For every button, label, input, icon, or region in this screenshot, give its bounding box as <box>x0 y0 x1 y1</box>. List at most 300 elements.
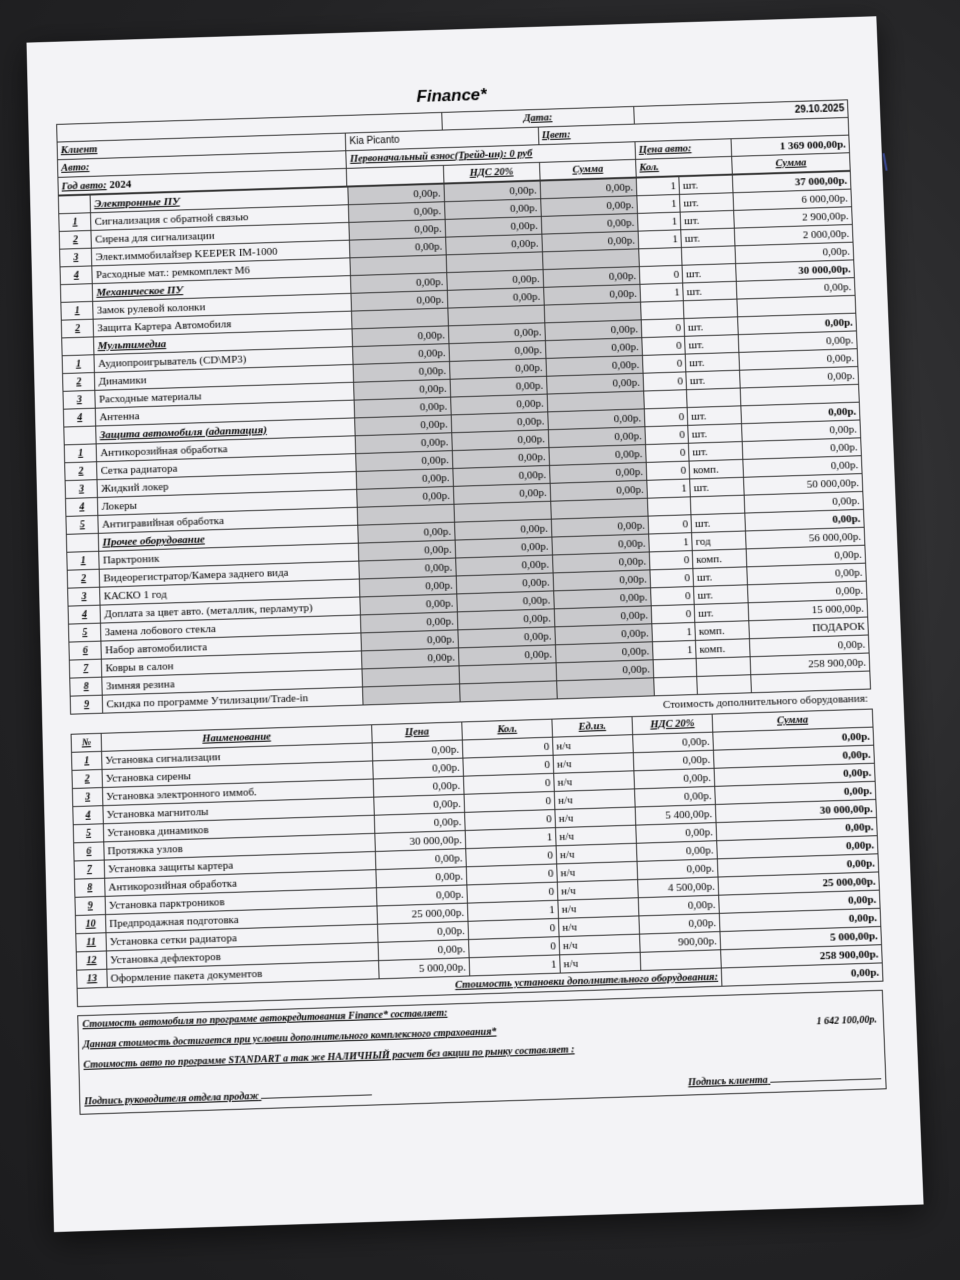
row-number: 6 <box>69 641 102 660</box>
row-vat: 0,00р. <box>455 537 553 558</box>
row-sum: 0,00р. <box>556 660 654 681</box>
row-name: Замок рулевой колонки <box>93 293 351 319</box>
row-vat: 0,00р. <box>633 732 714 753</box>
section-price: 0,00р. <box>350 273 447 294</box>
section-unit: шт. <box>679 175 733 194</box>
row-price: 0,00р. <box>359 594 457 615</box>
row-unit: н/ч <box>558 898 639 919</box>
row-price: 5 000,00р. <box>379 958 470 979</box>
row-unit: н/ч <box>554 771 635 792</box>
row-price: 0,00р. <box>358 540 456 561</box>
section-unit: шт. <box>691 513 746 533</box>
install-col-qty: Кол. <box>462 719 553 740</box>
row-total: 2 900,00р. <box>734 207 852 228</box>
footer-insurance-text: Данная стоимость достигается при условии дополнительного комплексного страхования* <box>82 1026 497 1051</box>
row-unit: н/ч <box>555 807 636 828</box>
row-number: 1 <box>59 213 92 232</box>
row-name: Расходные мат.: ремкомплект М6 <box>92 258 350 284</box>
row-total: 25 000,00р. <box>718 872 879 895</box>
row-sum: 0,00р. <box>552 534 650 555</box>
row-vat: 0,00р. <box>449 341 546 362</box>
install-col-sum: Сумма <box>712 709 873 732</box>
cell <box>66 533 99 552</box>
section-total: 37 000,00р. <box>733 171 851 192</box>
cell <box>58 195 91 214</box>
row-sum: 0,00р. <box>549 445 646 466</box>
row-vat: 0,00р. <box>444 199 541 220</box>
row-total: 30 000,00р. <box>715 799 876 822</box>
row-qty: 0 <box>643 372 687 391</box>
manager-signature-line <box>261 1094 372 1099</box>
row-name: Установка сигнализации <box>102 743 373 770</box>
row-number: 5 <box>68 623 101 642</box>
row-name: Установка сетки радиатора <box>106 924 378 951</box>
document-sheet <box>27 16 924 1232</box>
row-qty: 0 <box>468 918 559 939</box>
row-unit: шт. <box>694 603 749 623</box>
date-value: 29.10.2025 <box>634 100 848 124</box>
row-price: 0,00р. <box>373 758 464 779</box>
section-qty: 1 <box>636 177 679 196</box>
row-number: 13 <box>77 969 108 988</box>
row-qty: 0 <box>462 737 553 758</box>
row-vat: 0,00р. <box>453 465 550 486</box>
row-number: 2 <box>67 569 100 588</box>
row-qty: 1 <box>640 283 684 302</box>
row-number: 4 <box>60 266 93 285</box>
row-total: 0,00р. <box>735 242 854 263</box>
installation-table <box>71 709 884 1008</box>
price-label: Цена авто: <box>635 139 732 160</box>
row-qty: 0 <box>465 810 556 831</box>
row-qty: 0 <box>466 864 557 885</box>
row-number: 1 <box>72 751 103 770</box>
row-unit: комп. <box>695 621 750 641</box>
row-total: 15 000,00р. <box>748 599 867 621</box>
row-total: 0,00р. <box>747 563 866 585</box>
cell <box>62 337 95 356</box>
client-signature-line <box>770 1078 881 1083</box>
row-unit: н/ч <box>553 735 634 756</box>
row-total: 0,00р. <box>750 635 869 657</box>
row-price: 0,00р. <box>353 361 450 382</box>
row-total: 6 000,00р. <box>733 189 851 210</box>
row-name: Антигравийная обработка <box>98 507 357 533</box>
row-price: 0,00р. <box>356 468 453 489</box>
row-unit: шт. <box>686 370 740 389</box>
down-payment: Первоначальный взнос(Трейд-ин): 0 руб <box>346 142 635 169</box>
row-name: Установка защиты картера <box>104 851 376 878</box>
col-sum: Сумма <box>539 159 636 180</box>
row-total: 0,00р. <box>744 491 863 513</box>
col-total: Сумма <box>732 153 850 174</box>
row-unit: комп. <box>692 549 747 569</box>
row-unit <box>684 299 738 318</box>
section-price: 0,00р. <box>347 184 444 205</box>
row-total: 0,00р. <box>739 349 858 370</box>
row-number: 2 <box>59 230 92 249</box>
row-sum: 0,00р. <box>550 480 647 501</box>
row-number: 5 <box>66 515 99 534</box>
row-unit: н/ч <box>554 789 635 810</box>
row-qty: 1 <box>638 230 681 249</box>
row-price: 0,00р. <box>374 794 465 815</box>
cell <box>64 426 97 445</box>
row-number: 3 <box>68 587 101 606</box>
row-name: Оформление пакета документов <box>107 961 379 988</box>
row-vat: 0,00р. <box>634 768 715 789</box>
section-unit: шт. <box>684 317 738 336</box>
row-unit: шт. <box>681 228 735 247</box>
row-number: 2 <box>72 769 103 788</box>
row-price: 0,00р. <box>378 940 469 961</box>
row-vat: 0,00р. <box>635 786 716 807</box>
row-unit: н/ч <box>557 880 638 901</box>
row-qty: 0 <box>646 461 690 480</box>
row-price: 0,00р. <box>348 219 445 240</box>
row-total: 0,00р. <box>719 908 881 931</box>
row-unit: н/ч <box>558 916 639 937</box>
pen-mark <box>883 153 888 171</box>
row-price: 0,00р. <box>349 237 446 258</box>
row-name: Жидкий локер <box>97 472 356 498</box>
row-total: 0,00р. <box>719 890 880 913</box>
row-name: Замена лобового стекла <box>101 615 361 641</box>
row-unit: шт. <box>680 210 734 229</box>
row-total: ПОДАРОК <box>749 617 868 639</box>
row-price: 0,00р. <box>354 397 451 418</box>
row-name: Скидка по программе Утилизации/Trade-in <box>103 687 363 713</box>
row-qty: 1 <box>649 533 693 552</box>
row-vat: 0,00р. <box>455 555 553 576</box>
row-vat: 0,00р. <box>458 645 556 666</box>
date-label: Дата: <box>441 106 634 130</box>
row-total: 0,00р. <box>713 727 874 750</box>
row-qty <box>639 248 682 267</box>
row-name: Сирена для сигнализации <box>91 222 349 248</box>
row-vat: 0,00р. <box>457 609 555 630</box>
row-total: 0,00р. <box>717 836 878 859</box>
section-unit: шт. <box>682 264 736 283</box>
section-sum: 0,00р. <box>543 267 640 288</box>
row-sum: 0,00р. <box>546 373 643 394</box>
section-sum: 0,00р. <box>551 516 649 537</box>
row-unit: шт. <box>683 281 737 300</box>
row-price: 0,00р. <box>361 648 459 669</box>
section-sum: 0,00р. <box>548 409 645 430</box>
row-number: 12 <box>76 951 107 970</box>
row-number: 3 <box>72 788 103 807</box>
row-qty: 1 <box>652 640 696 659</box>
row-qty: 0 <box>646 443 690 462</box>
section-qty: 0 <box>644 408 688 427</box>
footer-line-standart: Стоимость авто по программе STANDART а так же НАЛИЧНЫЙ расчет без акции по рынку составляет : <box>83 1044 575 1071</box>
section-price: 0,00р. <box>357 522 455 543</box>
row-total: 5 000,00р. <box>720 926 882 949</box>
section-title: Электронные ПУ <box>90 187 347 213</box>
row-price: 0,00р. <box>372 740 463 761</box>
row-number: 9 <box>75 896 106 915</box>
row-qty: 0 <box>645 425 689 444</box>
row-number: 8 <box>70 677 103 696</box>
section-price: 0,00р. <box>352 326 449 347</box>
row-total: 2 000,00р. <box>735 224 854 245</box>
row-name: Ковры в салон <box>102 651 362 677</box>
row-qty <box>653 658 697 677</box>
row-number: 4 <box>65 498 98 517</box>
row-qty: 0 <box>642 336 686 355</box>
row-number: 4 <box>68 605 101 624</box>
row-sum: 0,00р. <box>549 462 646 483</box>
row-name: Набор автомобилиста <box>101 633 361 659</box>
section-sum: 0,00р. <box>540 178 637 199</box>
row-qty: 0 <box>651 586 695 605</box>
equipment-table <box>58 171 872 732</box>
row-qty: 1 <box>467 900 558 921</box>
row-name: Сигнализация с обратной связью <box>91 205 349 231</box>
row-price: 0,00р. <box>355 451 452 472</box>
row-vat: 0,00р. <box>636 823 717 844</box>
row-number: 4 <box>73 806 104 825</box>
row-qty <box>654 676 698 695</box>
row-qty: 0 <box>463 755 554 776</box>
row-vat: 0,00р. <box>638 895 719 916</box>
row-unit: н/ч <box>560 952 641 973</box>
row-unit: шт. <box>685 335 739 354</box>
row-name: Установка магнитолы <box>103 797 374 824</box>
row-total: 0,00р. <box>714 763 875 786</box>
row-vat: 0,00р. <box>453 483 550 504</box>
row-number: 8 <box>75 878 106 897</box>
row-qty: 1 <box>465 828 556 849</box>
row-price: 0,00р. <box>378 921 469 942</box>
row-name: Антенна <box>96 400 354 426</box>
equipment-total-label: Стоимость дополнительного оборудования: <box>662 692 869 711</box>
row-price: 0,00р. <box>352 344 449 365</box>
row-name: Антикорозийная обработка <box>97 436 356 462</box>
row-total: 258 900,00р. <box>750 653 870 675</box>
price-value: 1 369 000,00р. <box>731 135 849 156</box>
row-price: 0,00р. <box>375 849 466 870</box>
year-value: 2024 <box>109 178 132 191</box>
row-sum: 0,00р. <box>541 196 638 217</box>
row-name: Антикорозийная обработка <box>105 870 377 897</box>
row-qty: 0 <box>464 791 555 812</box>
row-unit: шт. <box>689 442 743 462</box>
row-name: Установка парктроников <box>105 888 377 915</box>
row-vat: 0,00р. <box>456 591 554 612</box>
section-title: Прочее оборудование <box>99 525 358 551</box>
row-unit <box>696 657 751 677</box>
row-name: Установка электронного иммоб. <box>102 779 373 806</box>
install-col-unit: Ед.из. <box>552 717 633 738</box>
row-price: 0,00р. <box>376 885 467 906</box>
row-number: 6 <box>74 842 105 861</box>
document-body <box>56 74 887 1115</box>
section-qty: 0 <box>639 265 683 284</box>
row-vat: 0,00р. <box>449 358 546 379</box>
section-vat: 0,00р. <box>454 519 552 540</box>
row-name: Элект.иммобилайзер KEEPER IM-1000 <box>92 240 350 266</box>
row-number: 1 <box>62 355 95 374</box>
row-price: 0,00р. <box>374 812 465 833</box>
row-name: Расходные материалы <box>95 382 353 408</box>
install-col-name: Наименование <box>101 725 372 752</box>
row-unit: н/ч <box>557 861 638 882</box>
row-qty <box>647 497 691 516</box>
row-total: 0,00р. <box>742 420 861 442</box>
row-name: Защита Картера Автомобиля <box>93 311 351 337</box>
row-number: 5 <box>73 824 104 843</box>
section-price: 0,00р. <box>354 415 451 436</box>
section-vat: 0,00р. <box>451 412 548 433</box>
row-vat: 900,00р. <box>640 932 721 953</box>
row-vat: 0,00р. <box>450 376 547 397</box>
row-unit: н/ч <box>559 934 640 955</box>
row-price: 30 000,00р. <box>375 831 466 852</box>
row-name: Зимняя резина <box>102 669 362 695</box>
row-sum: 0,00р. <box>542 231 639 252</box>
row-number: 7 <box>69 659 102 678</box>
row-number: 7 <box>74 860 105 879</box>
row-total: 0,00р. <box>716 818 877 841</box>
row-qty: 0 <box>642 354 686 373</box>
row-vat: 0,00р. <box>637 859 718 880</box>
row-vat: 0,00р. <box>633 750 714 771</box>
row-vat: 0,00р. <box>458 627 556 648</box>
row-unit: шт. <box>685 352 739 371</box>
row-name: Установка динамиков <box>103 815 374 842</box>
row-total: 0,00р. <box>717 854 878 877</box>
row-sum: 0,00р. <box>553 570 651 591</box>
row-total: 0,00р. <box>738 331 857 352</box>
row-number: 2 <box>61 319 94 338</box>
row-unit: шт. <box>694 585 749 605</box>
row-sum: 0,00р. <box>546 355 643 376</box>
row-name: Установка дефлекторов <box>106 942 378 969</box>
row-sum: 0,00р. <box>541 213 638 234</box>
client-signature-label: Подпись клиента <box>687 1074 768 1089</box>
row-total: 0,00р. <box>742 438 861 460</box>
row-qty: 1 <box>647 479 691 498</box>
col-qty: Кол. <box>636 156 733 177</box>
year-label: Год авто: <box>61 179 107 193</box>
row-qty: 1 <box>637 194 680 213</box>
row-vat: 0,00р. <box>451 430 548 451</box>
row-unit <box>687 388 741 408</box>
row-name: Доплата за цвет авто. (металлик, перламутр) <box>100 597 359 623</box>
color-label: Цвет: <box>538 117 849 144</box>
row-name: КАСКО 1 год <box>100 579 359 605</box>
row-price: 0,00р. <box>350 290 447 311</box>
row-number: 1 <box>64 444 97 463</box>
install-total-label: Стоимость установки дополнительного оборудования: <box>77 968 722 1007</box>
client-value: Kia Picanto <box>346 127 539 151</box>
row-unit: шт. <box>693 567 748 587</box>
row-number: 3 <box>65 480 98 499</box>
row-unit: комп. <box>696 639 751 659</box>
row-unit: год <box>692 531 747 551</box>
row-unit: шт. <box>680 193 734 212</box>
footer-line-finance: Стоимость автомобиля по программе автокредитования Finance* составляет: <box>82 1007 448 1031</box>
row-price: 0,00р. <box>360 630 458 651</box>
row-qty: 1 <box>638 212 681 231</box>
row-price: 0,00р. <box>358 558 456 579</box>
row-unit: шт. <box>690 477 744 497</box>
row-unit: н/ч <box>553 753 634 774</box>
row-unit: н/ч <box>556 843 637 864</box>
section-sum: 0,00р. <box>545 320 642 341</box>
row-total: 0,00р. <box>743 456 862 478</box>
section-total: 0,00р. <box>741 402 860 424</box>
row-total: 0,00р. <box>746 545 865 567</box>
client-label: Клиент <box>57 133 346 160</box>
row-sum: 0,00р. <box>555 624 653 645</box>
row-vat: 0,00р. <box>445 234 542 255</box>
row-price: 0,00р. <box>359 576 457 597</box>
row-unit <box>682 246 736 265</box>
row-price: 0,00р. <box>355 433 452 454</box>
section-vat: 0,00р. <box>448 323 545 344</box>
row-total: 0,00р. <box>748 581 867 603</box>
row-number: 10 <box>75 915 106 934</box>
row-name: Динамики <box>95 364 353 390</box>
row-qty: 0 <box>469 937 560 958</box>
row-total: 0,00р. <box>736 278 855 299</box>
row-vat: 0,00р. <box>639 913 720 934</box>
row-sum: 0,00р. <box>548 427 645 448</box>
row-qty: 0 <box>649 551 693 570</box>
row-price: 0,00р. <box>348 202 445 223</box>
row-sum: 0,00р. <box>554 606 652 627</box>
row-vat: 5 400,00р. <box>635 804 716 825</box>
footer-box <box>77 990 886 1115</box>
row-name: Сетка радиатора <box>97 454 356 480</box>
row-sum: 0,00р. <box>555 642 653 663</box>
row-number: 3 <box>60 248 93 267</box>
col-vat: НДС 20% <box>443 162 540 183</box>
row-qty <box>644 390 688 409</box>
section-vat: 0,00р. <box>444 181 541 202</box>
footer-insurance-value: 1 642 100,00р. <box>816 1014 878 1028</box>
row-price: 0,00р. <box>373 776 464 797</box>
section-qty: 0 <box>641 319 685 338</box>
row-total: 50 000,00р. <box>744 474 863 496</box>
row-name: Установка сирены <box>102 761 373 788</box>
section-total: 0,00р. <box>745 509 864 531</box>
section-total: 0,00р. <box>738 313 857 334</box>
install-col-price: Цена <box>372 722 463 743</box>
row-name: Аудиопроигрыватель (CD\MP3) <box>94 347 352 373</box>
row-total: 258 900,00р. <box>721 945 883 968</box>
row-name: Протяжка узлов <box>104 833 376 860</box>
install-col-vat: НДС 20% <box>632 714 713 735</box>
row-vat: 0,00р. <box>452 448 549 469</box>
row-unit: комп. <box>689 459 743 479</box>
section-qty: 0 <box>648 515 692 534</box>
section-title: Механическое ПУ <box>93 276 351 302</box>
row-number: 1 <box>61 301 94 320</box>
document-title: Finance* <box>416 85 487 106</box>
row-unit: шт. <box>688 424 742 444</box>
row-qty: 0 <box>651 604 695 623</box>
row-total: 56 000,00р. <box>746 527 865 549</box>
row-price: 0,00р. <box>360 612 458 633</box>
row-price: 0,00р. <box>356 486 453 507</box>
row-vat: 0,00р. <box>447 287 544 308</box>
row-sum: 0,00р. <box>545 338 642 359</box>
row-qty: 0 <box>466 846 557 867</box>
